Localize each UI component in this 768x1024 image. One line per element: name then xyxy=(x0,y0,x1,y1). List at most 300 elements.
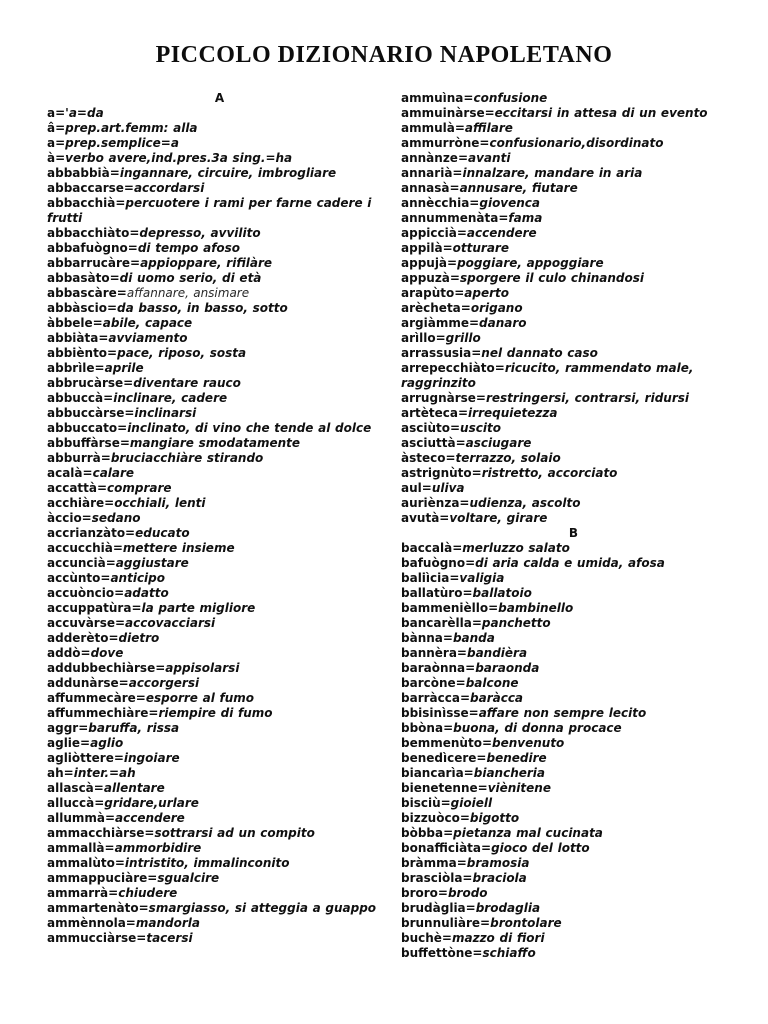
dictionary-entry xyxy=(47,166,392,181)
entry-term: bbòna= xyxy=(401,721,454,735)
dictionary-entry xyxy=(47,241,392,256)
dictionary-entry xyxy=(401,421,746,436)
entry-term: abbabbià= xyxy=(47,166,120,180)
entry-definition: balcone xyxy=(465,676,519,690)
entry-definition: verbo avere,ind.pres.3a sing.=ha xyxy=(65,151,293,165)
entry-definition: prep.art.femm: alla xyxy=(65,121,198,135)
entry-definition: aprile xyxy=(104,361,144,375)
dictionary-entry xyxy=(47,271,392,286)
entry-term: ammarrà= xyxy=(47,886,119,900)
dictionary-entry xyxy=(401,721,746,736)
entry-term: avutà= xyxy=(401,511,450,525)
entry-definition: biancheria xyxy=(473,766,546,780)
dictionary-entry xyxy=(401,121,746,136)
entry-definition: sedano xyxy=(91,511,141,525)
entry-term: accattà= xyxy=(47,481,108,495)
entry-definition: diventare rauco xyxy=(133,376,241,390)
dictionary-entry xyxy=(401,916,746,931)
dictionary-entry xyxy=(401,511,746,526)
dictionary-columns xyxy=(0,91,768,961)
entry-term: auriènza= xyxy=(401,496,470,510)
dictionary-entry xyxy=(401,841,746,856)
dictionary-entry xyxy=(47,106,392,121)
entry-definition: pietanza mal cucinata xyxy=(453,826,603,840)
entry-definition: ingoiare xyxy=(123,751,180,765)
entry-definition: inclinato, di vino che tende al dolce xyxy=(127,421,372,435)
entry-definition: educato xyxy=(135,526,190,540)
entry-definition: ballatoio xyxy=(472,586,532,600)
entry-definition: accorgersi xyxy=(128,676,200,690)
entry-term: bòbba= xyxy=(401,826,454,840)
entry-term: accuòncio= xyxy=(47,586,125,600)
entry-definition: irrequietezza xyxy=(468,406,558,420)
dictionary-entry xyxy=(401,541,746,556)
entry-definition: tacersi xyxy=(146,931,193,945)
entry-term: appujà= xyxy=(401,256,458,270)
entry-definition: appioppare, rifilàre xyxy=(140,256,273,270)
entry-term: ammalùto= xyxy=(47,856,125,870)
column-left xyxy=(47,91,392,961)
dictionary-entry xyxy=(401,496,746,511)
dictionary-entry xyxy=(401,481,746,496)
entry-definition: affannare, ansimare xyxy=(126,286,250,300)
dictionary-entry xyxy=(401,871,746,886)
dictionary-entry xyxy=(47,541,392,556)
dictionary-entry xyxy=(47,631,392,646)
entry-term: ballatùro= xyxy=(401,586,473,600)
dictionary-entry xyxy=(401,751,746,766)
entry-term: arapùto= xyxy=(401,286,465,300)
dictionary-entry xyxy=(401,226,746,241)
entry-term: abbacchià= xyxy=(47,196,126,210)
dictionary-entry xyxy=(401,106,746,121)
entry-term: arrugnàrse= xyxy=(401,391,486,405)
entry-definition: mandorla xyxy=(135,916,200,930)
entry-definition: danaro xyxy=(479,316,527,330)
dictionary-entry xyxy=(401,706,746,721)
entry-definition: sgualcire xyxy=(157,871,220,885)
dictionary-entry xyxy=(47,796,392,811)
entry-definition: confusionario,disordinato xyxy=(489,136,664,150)
entry-definition: chiudere xyxy=(118,886,178,900)
entry-definition: innalzare, mandare in aria xyxy=(462,166,643,180)
entry-definition: inclinare, cadere xyxy=(113,391,228,405)
entry-term: ammurròne= xyxy=(401,136,490,150)
entry-definition: baràcca xyxy=(470,691,524,705)
dictionary-entry xyxy=(401,241,746,256)
dictionary-entry xyxy=(47,361,392,376)
entry-definition: affilare xyxy=(464,121,513,135)
dictionary-entry xyxy=(401,301,746,316)
dictionary-entry xyxy=(47,256,392,271)
dictionary-entry xyxy=(47,886,392,901)
entry-term: annasà= xyxy=(401,181,460,195)
entry-definition: di uomo serio, di età xyxy=(119,271,262,285)
entry-term: àccio= xyxy=(47,511,92,525)
entry-definition: inclinarsi xyxy=(134,406,197,420)
entry-definition: accendere xyxy=(466,226,537,240)
dictionary-entry xyxy=(401,151,746,166)
dictionary-entry xyxy=(401,646,746,661)
entry-term: abbafuògno= xyxy=(47,241,138,255)
entry-term: allascà= xyxy=(47,781,104,795)
dictionary-entry xyxy=(47,931,392,946)
entry-definition: percuotere i rami per farne cadere i frutti xyxy=(47,196,372,225)
page-title: PICCOLO DIZIONARIO NAPOLETANO xyxy=(155,42,613,68)
dictionary-entry xyxy=(47,811,392,826)
dictionary-entry xyxy=(401,406,746,421)
entry-definition: uscito xyxy=(460,421,501,435)
entry-term: annècchia= xyxy=(401,196,480,210)
entry-definition: fama xyxy=(508,211,543,225)
entry-term: abbrucàrse= xyxy=(47,376,134,390)
dictionary-entry xyxy=(401,826,746,841)
entry-term: ammacchiàrse= xyxy=(47,826,155,840)
entry-definition: udienza, ascolto xyxy=(469,496,581,510)
dictionary-entry xyxy=(401,391,746,406)
entry-definition: prep.semplice=a xyxy=(65,136,179,150)
entry-definition: inter.=ah xyxy=(73,766,136,780)
dictionary-entry xyxy=(401,886,746,901)
entry-term: aul= xyxy=(401,481,432,495)
dictionary-entry xyxy=(47,601,392,616)
dictionary-entry xyxy=(401,316,746,331)
entry-term: ah= xyxy=(47,766,74,780)
dictionary-entry xyxy=(401,436,746,451)
entry-definition: comprare xyxy=(107,481,172,495)
entry-definition: banda xyxy=(452,631,495,645)
entry-definition: mangiare smodatamente xyxy=(129,436,301,450)
dictionary-entry xyxy=(47,691,392,706)
entry-definition: ammorbidire xyxy=(114,841,202,855)
entry-term: appiccià= xyxy=(401,226,467,240)
entry-term: asciùto= xyxy=(401,421,461,435)
dictionary-entry xyxy=(47,586,392,601)
entry-definition: benedire xyxy=(486,751,547,765)
entry-term: buffettòne= xyxy=(401,946,483,960)
dictionary-entry xyxy=(401,346,746,361)
entry-definition: depresso, avvilito xyxy=(139,226,261,240)
dictionary-entry xyxy=(401,901,746,916)
dictionary-entry xyxy=(47,511,392,526)
dictionary-entry xyxy=(47,736,392,751)
entry-term: alluccà= xyxy=(47,796,105,810)
entry-definition: accordarsi xyxy=(133,181,205,195)
dictionary-entry xyxy=(401,166,746,181)
dictionary-entry xyxy=(401,271,746,286)
entry-definition: gridare,urlare xyxy=(104,796,199,810)
entry-term: addò= xyxy=(47,646,91,660)
dictionary-entry xyxy=(401,286,746,301)
entry-definition: brodaglia xyxy=(475,901,541,915)
entry-definition: bandièra xyxy=(466,646,528,660)
entry-definition: terrazzo, solaio xyxy=(455,451,561,465)
entry-definition: aperto xyxy=(464,286,510,300)
entry-term: arècheta= xyxy=(401,301,471,315)
entry-term: argiàmme= xyxy=(401,316,480,330)
entry-term: ammallà= xyxy=(47,841,115,855)
dictionary-entry xyxy=(401,211,746,226)
entry-term: bannèra= xyxy=(401,646,467,660)
entry-term: ammartenàto= xyxy=(47,901,149,915)
dictionary-entry xyxy=(401,811,746,826)
dictionary-entry xyxy=(47,706,392,721)
entry-term: affummecàre= xyxy=(47,691,146,705)
entry-definition: sottrarsi ad un compito xyxy=(154,826,315,840)
dictionary-entry xyxy=(401,781,746,796)
entry-term: acalà= xyxy=(47,466,93,480)
dictionary-entry xyxy=(47,136,392,151)
dictionary-entry xyxy=(47,406,392,421)
entry-term: àsteco= xyxy=(401,451,456,465)
entry-definition: aggiustare xyxy=(115,556,189,570)
entry-term: buchè= xyxy=(401,931,452,945)
dictionary-entry xyxy=(47,571,392,586)
entry-definition: asciugare xyxy=(465,436,532,450)
dictionary-entry xyxy=(401,676,746,691)
entry-term: annummenàta= xyxy=(401,211,509,225)
entry-definition: confusione xyxy=(473,91,548,105)
entry-term: biancarìa= xyxy=(401,766,474,780)
dictionary-entry xyxy=(401,556,746,571)
dictionary-entry xyxy=(47,646,392,661)
entry-definition: otturare xyxy=(452,241,509,255)
entry-definition: annusare, fiutare xyxy=(459,181,578,195)
dictionary-entry xyxy=(401,931,746,946)
section-header: A xyxy=(214,91,225,105)
entry-term: abburrà= xyxy=(47,451,111,465)
entry-term: bonafficiàta= xyxy=(401,841,492,855)
dictionary-entry xyxy=(47,526,392,541)
entry-term: ammuinàrse= xyxy=(401,106,495,120)
dictionary-entry xyxy=(47,766,392,781)
entry-term: bànna= xyxy=(401,631,453,645)
dictionary-entry xyxy=(401,946,746,961)
entry-term: bemmenùto= xyxy=(401,736,492,750)
entry-term: abbaccarse= xyxy=(47,181,134,195)
entry-definition: panchetto xyxy=(481,616,551,630)
dictionary-entry xyxy=(47,661,392,676)
entry-definition: origano xyxy=(470,301,523,315)
entry-term: aglie= xyxy=(47,736,91,750)
dictionary-entry xyxy=(47,481,392,496)
entry-definition: brontolare xyxy=(490,916,562,930)
entry-term: baliìcia= xyxy=(401,571,460,585)
entry-definition: dietro xyxy=(118,631,160,645)
entry-term: bràmma= xyxy=(401,856,467,870)
entry-definition: uliva xyxy=(431,481,465,495)
entry-term: brasciòla= xyxy=(401,871,473,885)
entry-term: affummechiàre= xyxy=(47,706,159,720)
entry-term: ammulà= xyxy=(401,121,465,135)
entry-definition: calare xyxy=(92,466,135,480)
dictionary-entry xyxy=(401,361,746,391)
entry-term: bancarèlla= xyxy=(401,616,482,630)
entry-term: arìllo= xyxy=(401,331,446,345)
dictionary-entry xyxy=(47,901,392,916)
entry-definition: benvenuto xyxy=(492,736,565,750)
dictionary-entry xyxy=(401,466,746,481)
section-header: B xyxy=(568,526,579,540)
entry-term: bbisinìsse= xyxy=(401,706,479,720)
entry-term: accuncià= xyxy=(47,556,116,570)
dictionary-entry xyxy=(47,466,392,481)
entry-definition: brodo xyxy=(447,886,488,900)
entry-term: allummà= xyxy=(47,811,116,825)
entry-definition: voltare, girare xyxy=(449,511,548,525)
entry-definition: nel dannato caso xyxy=(481,346,598,360)
dictionary-entry xyxy=(47,616,392,631)
entry-term: addunàrse= xyxy=(47,676,129,690)
entry-definition: bambinello xyxy=(498,601,574,615)
entry-definition: di aria calda e umida, afosa xyxy=(475,556,665,570)
entry-definition: mazzo di fiori xyxy=(451,931,545,945)
entry-term: barràcca= xyxy=(401,691,470,705)
entry-term: abbuccato= xyxy=(47,421,128,435)
entry-term: brudàglia= xyxy=(401,901,476,915)
entry-term: appuzà= xyxy=(401,271,460,285)
dictionary-entry xyxy=(47,391,392,406)
dictionary-entry xyxy=(401,631,746,646)
entry-term: bafuògno= xyxy=(401,556,476,570)
entry-term: ammucciàrse= xyxy=(47,931,147,945)
entry-definition: eccitarsi in attesa di un evento xyxy=(494,106,708,120)
entry-definition: abile, capace xyxy=(102,316,193,330)
entry-definition: ristretto, accorciato xyxy=(481,466,618,480)
dictionary-entry xyxy=(401,181,746,196)
dictionary-entry xyxy=(47,226,392,241)
entry-term: bammenièllo= xyxy=(401,601,499,615)
entry-term: adderèto= xyxy=(47,631,119,645)
entry-term: abbarrucàre= xyxy=(47,256,141,270)
entry-definition: la parte migliore xyxy=(141,601,256,615)
entry-definition: merluzzo salato xyxy=(462,541,570,555)
entry-term: àbbele= xyxy=(47,316,103,330)
entry-term: accucchià= xyxy=(47,541,123,555)
entry-term: addubbechiàrse= xyxy=(47,661,166,675)
entry-term: bienetenne= xyxy=(401,781,488,795)
dictionary-entry xyxy=(47,196,392,226)
entry-definition: bruciacchiàre stirando xyxy=(110,451,264,465)
entry-term: abbrìle= xyxy=(47,361,105,375)
dictionary-entry xyxy=(47,826,392,841)
entry-term: baccalà= xyxy=(401,541,463,555)
entry-definition: dove xyxy=(90,646,124,660)
entry-term: broro= xyxy=(401,886,448,900)
entry-definition: braciola xyxy=(472,871,527,885)
entry-term: acchiàre= xyxy=(47,496,115,510)
entry-term: baraònna= xyxy=(401,661,476,675)
dictionary-entry xyxy=(401,691,746,706)
entry-definition: accendere xyxy=(115,811,185,825)
entry-definition: baruffa, rissa xyxy=(88,721,180,735)
entry-definition: ingannare, circuire, imbrogliare xyxy=(119,166,337,180)
entry-term: bisciù= xyxy=(401,796,451,810)
entry-definition: intristito, immalinconito xyxy=(124,856,290,870)
entry-definition: poggiare, appoggiare xyxy=(457,256,604,270)
entry-definition: affare non sempre lecito xyxy=(478,706,647,720)
entry-term: arrassusia= xyxy=(401,346,482,360)
dictionary-entry xyxy=(401,256,746,271)
dictionary-entry xyxy=(401,331,746,346)
dictionary-entry xyxy=(47,841,392,856)
dictionary-entry xyxy=(47,331,392,346)
entry-definition: accovacciarsi xyxy=(125,616,216,630)
entry-term: accuvàrse= xyxy=(47,616,126,630)
dictionary-entry xyxy=(47,316,392,331)
dictionary-entry xyxy=(401,661,746,676)
entry-definition: avanti xyxy=(468,151,511,165)
entry-term: appilà= xyxy=(401,241,453,255)
dictionary-entry xyxy=(47,916,392,931)
dictionary-entry xyxy=(401,586,746,601)
entry-term: ammènnola= xyxy=(47,916,136,930)
entry-term: accuppatùra= xyxy=(47,601,142,615)
column-right xyxy=(401,91,746,961)
entry-definition: ricucito, rammendato male, raggrinzito xyxy=(401,361,694,390)
dictionary-entry xyxy=(401,766,746,781)
dictionary-entry xyxy=(47,121,392,136)
entry-definition: valigia xyxy=(459,571,505,585)
entry-term: abbuffàrse= xyxy=(47,436,130,450)
entry-term: abbascàre= xyxy=(47,286,127,300)
entry-term: ammappuciàre= xyxy=(47,871,158,885)
dictionary-entry xyxy=(401,601,746,616)
entry-term: accùnto= xyxy=(47,571,111,585)
dictionary-entry xyxy=(47,346,392,361)
dictionary-entry xyxy=(401,451,746,466)
dictionary-entry xyxy=(47,856,392,871)
entry-definition: riempire di fumo xyxy=(158,706,273,720)
dictionary-entry xyxy=(47,496,392,511)
entry-definition: avviamento xyxy=(108,331,188,345)
dictionary-entry xyxy=(47,436,392,451)
entry-term: abbiàta= xyxy=(47,331,109,345)
entry-term: ammuìna= xyxy=(401,91,474,105)
entry-term: abbiènto= xyxy=(47,346,118,360)
dictionary-entry xyxy=(47,376,392,391)
entry-definition: allentare xyxy=(103,781,165,795)
dictionary-entry xyxy=(47,181,392,196)
entry-definition: pace, riposo, sosta xyxy=(117,346,247,360)
entry-definition: aglio xyxy=(90,736,124,750)
entry-definition: schiaffo xyxy=(482,946,536,960)
entry-definition: mettere insieme xyxy=(122,541,235,555)
entry-definition: bigotto xyxy=(469,811,520,825)
entry-term: annànze= xyxy=(401,151,469,165)
dictionary-entry xyxy=(47,871,392,886)
entry-definition: esporre al fumo xyxy=(145,691,255,705)
entry-definition: gioco del lotto xyxy=(491,841,590,855)
dictionary-entry xyxy=(401,136,746,151)
entry-term: arrepecchiàto= xyxy=(401,361,505,375)
entry-definition: restringersi, contrarsi, ridursi xyxy=(485,391,690,405)
entry-definition: da basso, in basso, sotto xyxy=(117,301,288,315)
entry-term: bizzuòco= xyxy=(401,811,470,825)
dictionary-entry xyxy=(401,91,746,106)
entry-term: a= xyxy=(47,106,66,120)
dictionary-entry xyxy=(401,796,746,811)
dictionary-entry xyxy=(401,196,746,211)
entry-term: barcòne= xyxy=(401,676,466,690)
dictionary-entry xyxy=(401,856,746,871)
entry-term: a= xyxy=(47,136,66,150)
entry-term: annarià= xyxy=(401,166,463,180)
entry-term: astrignùto= xyxy=(401,466,482,480)
entry-definition: giovenca xyxy=(479,196,541,210)
dictionary-entry xyxy=(47,301,392,316)
entry-term: abbuccàrse= xyxy=(47,406,135,420)
